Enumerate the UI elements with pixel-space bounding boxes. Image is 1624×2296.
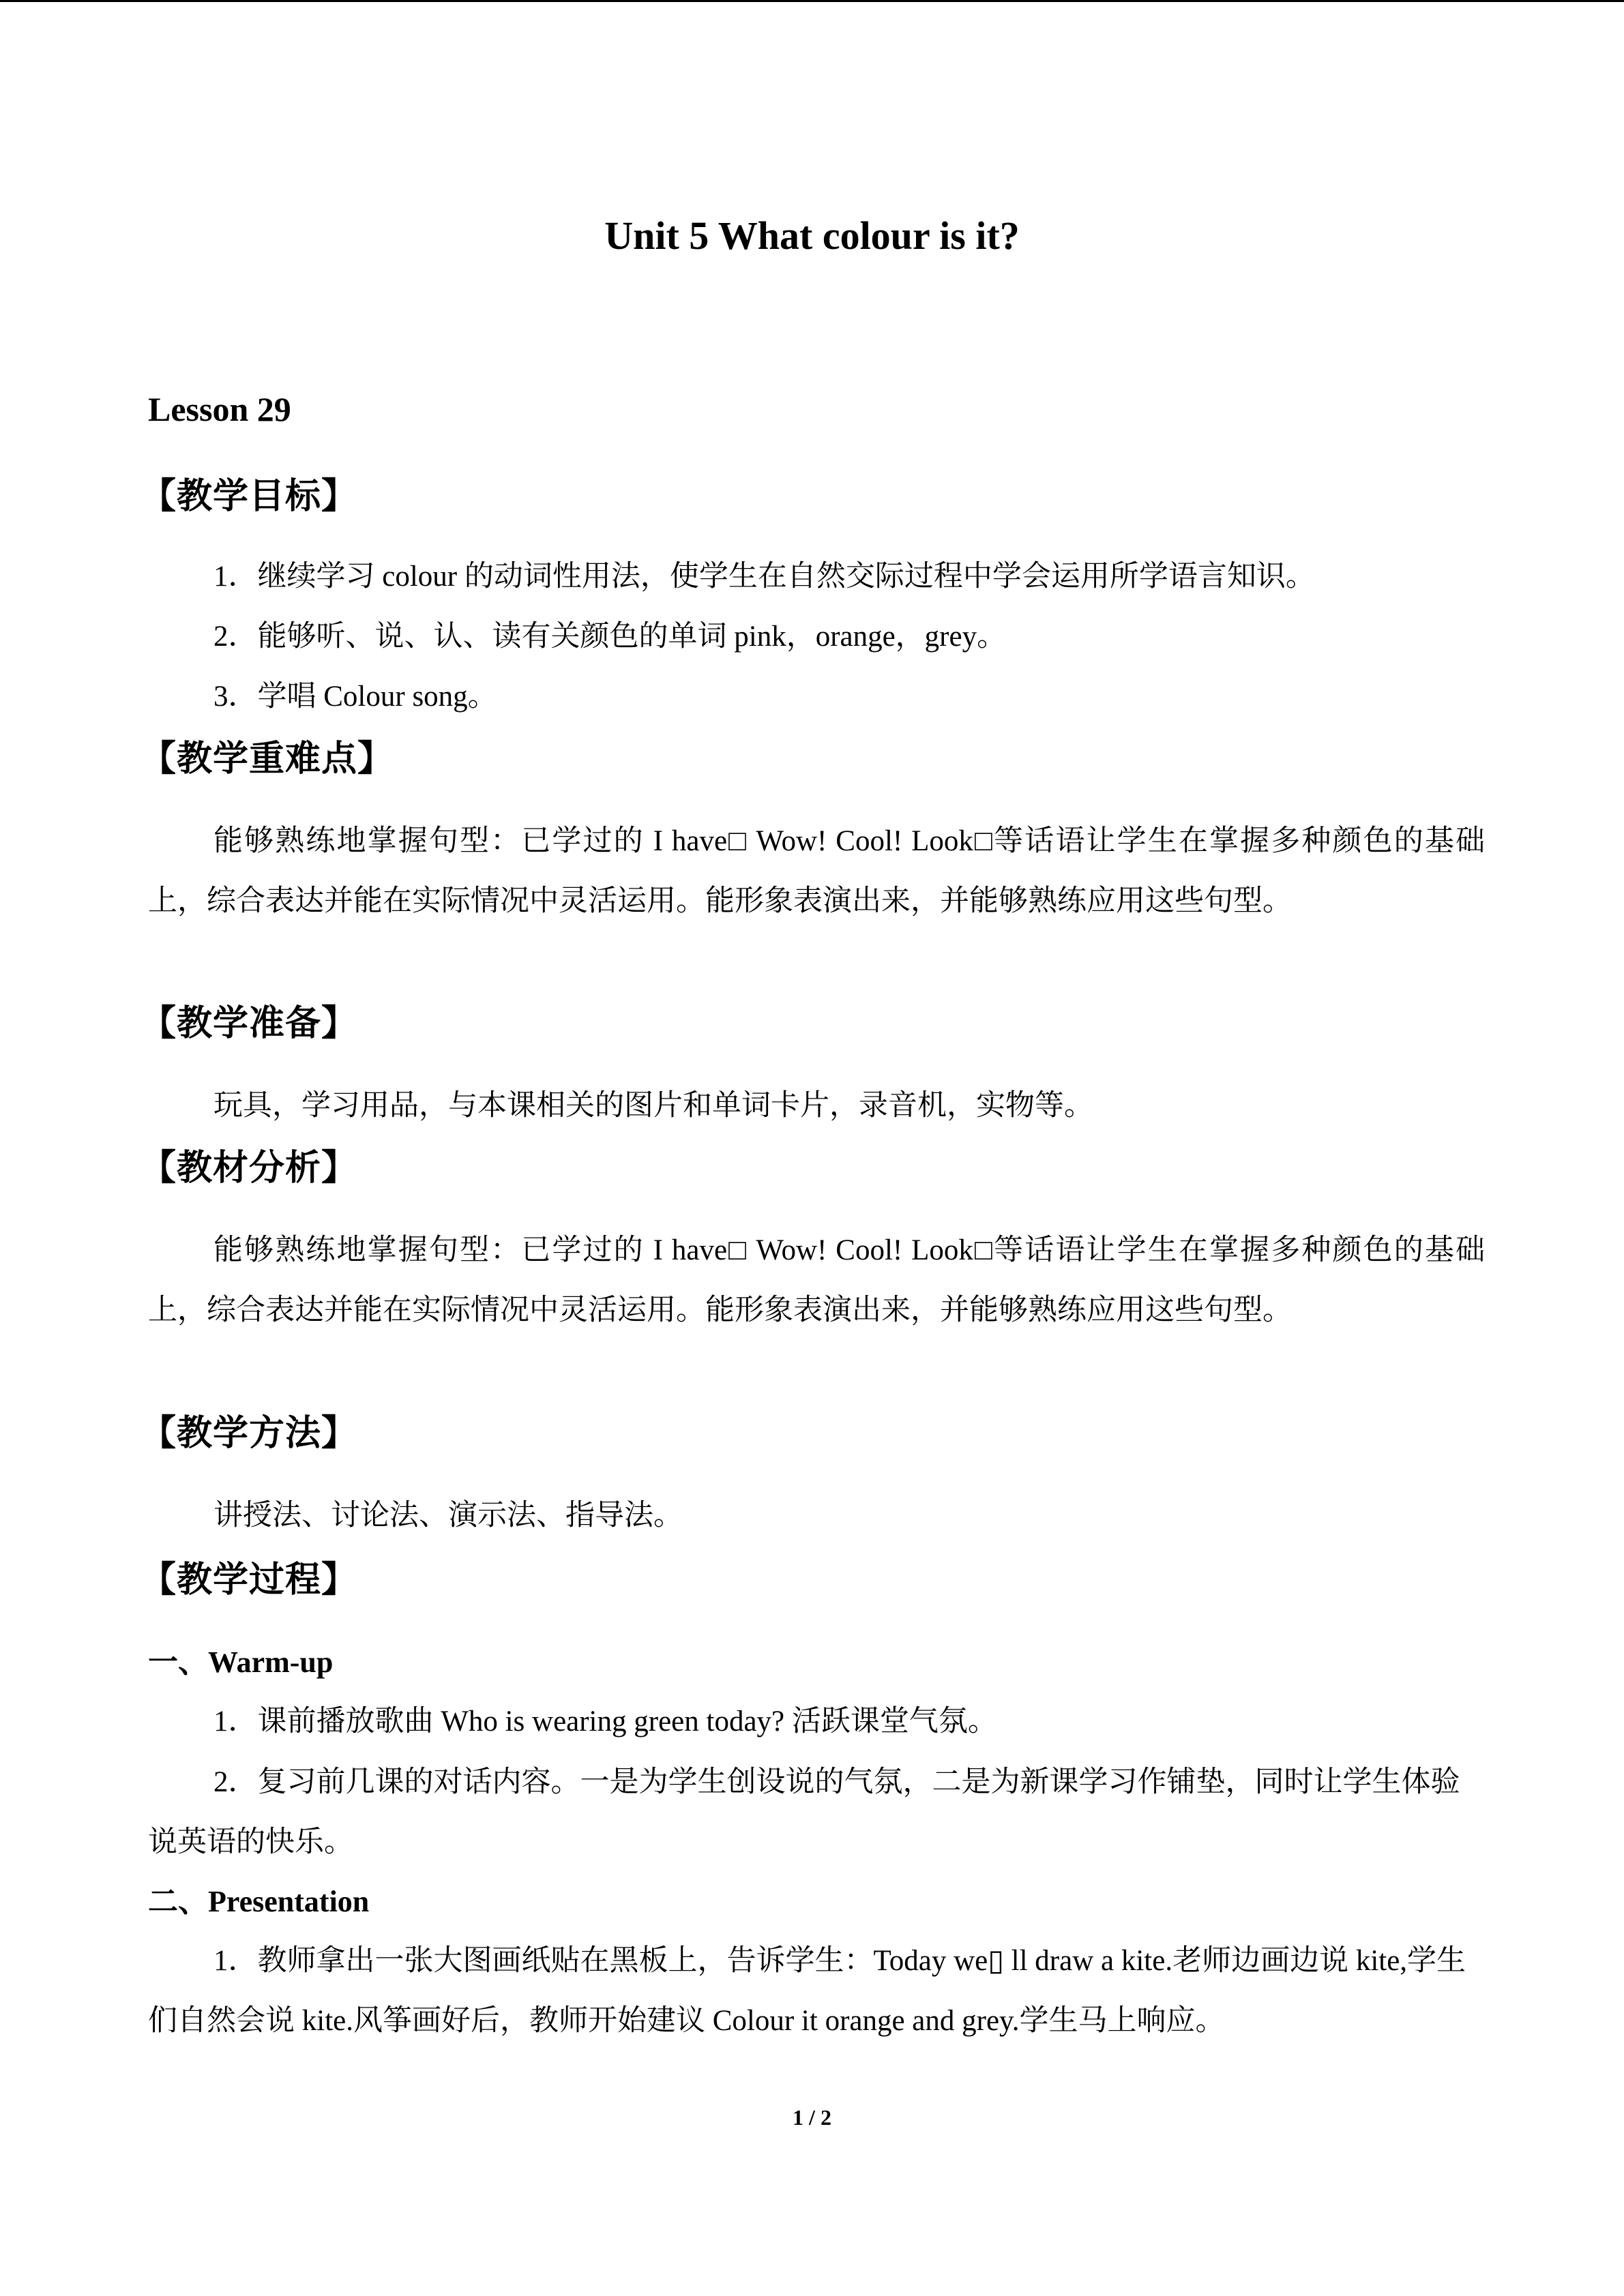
section-heading-methods: 【教学方法】	[141, 1414, 358, 1453]
section-heading-process: 【教学过程】	[141, 1561, 358, 1600]
section-heading-goals: 【教学目标】	[141, 477, 358, 516]
goal-item: 2．能够听、说、认、读有关颜色的单词 pink，orange，grey。	[213, 621, 1007, 653]
key-points-paragraph: 能够熟练地掌握句型：已学过的 I have□ Wow! Cool! Look□等话语让学生在掌握多种颜色的基础上，综合表达并能在实际情况中灵活运用。能形象表演出来，并能够熟练应用这些句型。	[148, 825, 1485, 917]
document-title: Unit 5 What colour is it?	[604, 213, 1020, 258]
page-indicator: 1 / 2	[793, 2105, 831, 2130]
presentation-item: 1．教师拿出一张大图画纸贴在黑板上，告诉学生：Today we▯ ll draw a kite.老师边画边说 kite,学生们自然会说 kite.风筝画好后，教师开始建议 Colour it orange and grey.学生马上响应。	[148, 1945, 1466, 2037]
preparation-paragraph: 玩具，学习用品，与本课相关的图片和单词卡片，录音机，实物等。	[213, 1090, 1093, 1122]
subsection-heading-warmup: 一、Warm-up	[148, 1645, 334, 1679]
section-heading-preparation: 【教学准备】	[141, 1004, 358, 1043]
methods-paragraph: 讲授法、讨论法、演示法、指导法。	[213, 1500, 683, 1532]
analysis-paragraph: 能够熟练地掌握句型：已学过的 I have□ Wow! Cool! Look□等话语让学生在掌握多种颜色的基础上，综合表达并能在实际情况中灵活运用。能形象表演出来，并能够熟练应用这些句型。	[148, 1234, 1485, 1326]
section-heading-analysis: 【教材分析】	[141, 1149, 358, 1188]
section-heading-key-points: 【教学重难点】	[141, 740, 394, 779]
warmup-item: 2．复习前几课的对话内容。一是为学生创设说的气氛，二是为新课学习作铺垫，同时让学生体验说英语的快乐。	[148, 1766, 1460, 1858]
lesson-label: Lesson 29	[148, 390, 291, 428]
goal-item: 3．学唱 Colour song。	[213, 681, 497, 713]
warmup-item: 1．课前播放歌曲 Who is wearing green today? 活跃课堂气氛。	[213, 1705, 997, 1738]
subsection-heading-presentation: 二、Presentation	[148, 1885, 370, 1918]
goal-item: 1．继续学习 colour 的动词性用法，使学生在自然交际过程中学会运用所学语言知识。	[213, 561, 1315, 593]
